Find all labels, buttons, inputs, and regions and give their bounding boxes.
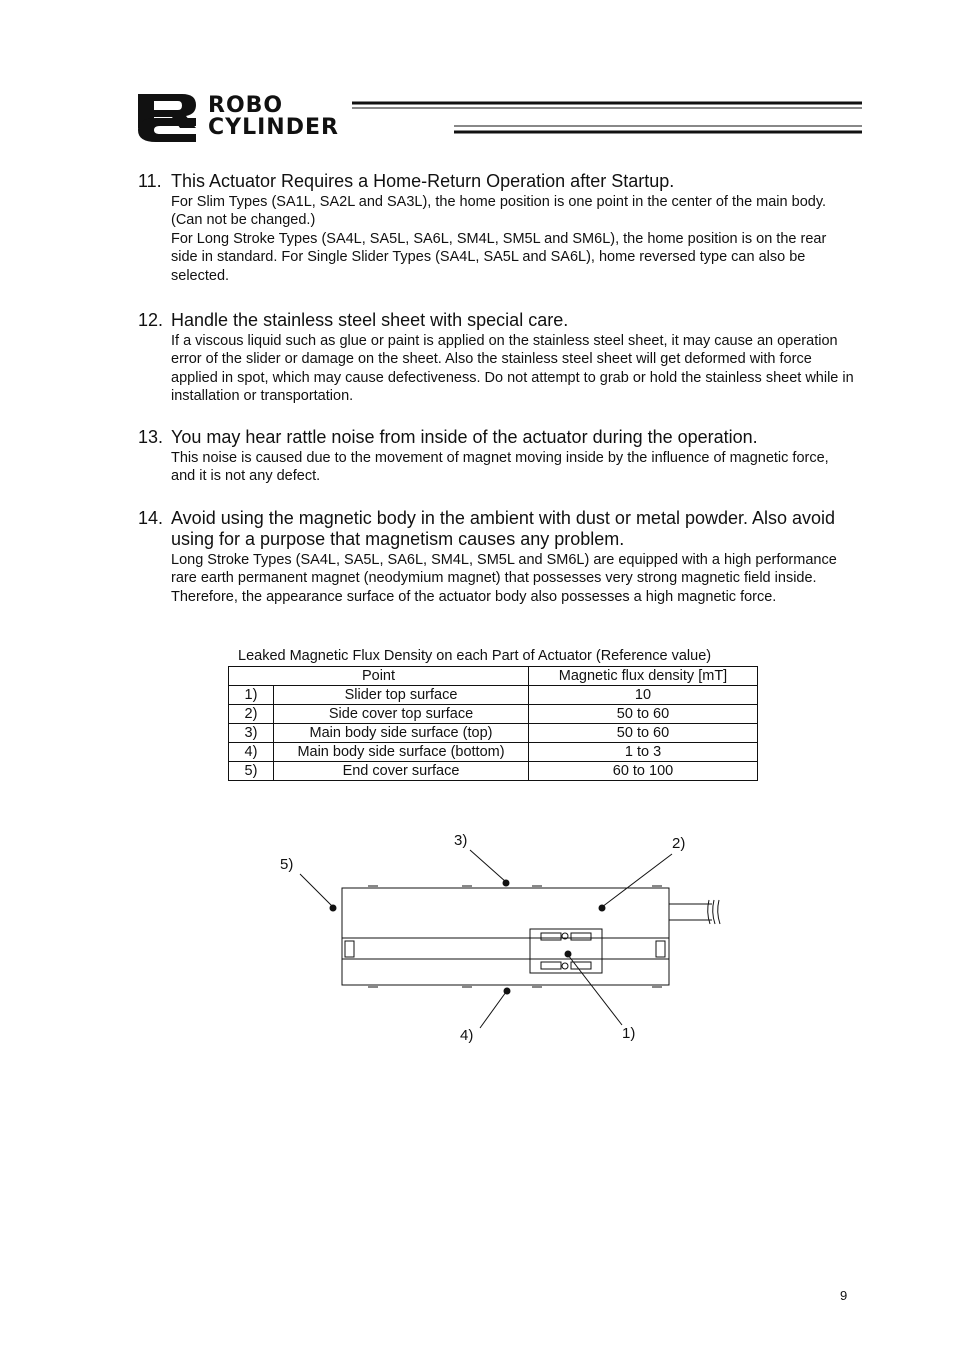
- table-caption: Leaked Magnetic Flux Density on each Part of Actuator (Reference value): [238, 648, 712, 664]
- point-4-marker: [504, 988, 511, 995]
- table-row: [229, 743, 758, 762]
- point-2-marker: [599, 905, 606, 912]
- logo-line2: CYLINDER: [208, 115, 339, 140]
- row-value: 60 to 100: [529, 762, 758, 781]
- row-id: 3): [229, 724, 274, 743]
- section-heading: Handle the stainless steel sheet with special care.: [171, 310, 569, 330]
- table-row: [229, 762, 758, 781]
- section-heading: Avoid using the magnetic body in the ambient with dust or metal powder. Also avoid using for a purpose that magnetism causes any problem.: [171, 508, 836, 549]
- section-14: [138, 508, 854, 606]
- diagram-label-3: 3): [454, 832, 468, 849]
- robo-cylinder-logo: [136, 92, 864, 142]
- row-id: 5): [229, 762, 274, 781]
- table-row: [229, 705, 758, 724]
- section-number: 13.: [138, 427, 164, 447]
- section-paragraph: Long Stroke Types (SA4L, SA5L, SA6L, SM4L, SM5L and SM6L) are equipped with a high performance rare earth permanent magnet (neodymium magnet) that possesses very strong magnetic field inside. Therefore, the appearance surface of the actuator body also possesses a high magnetic force.: [171, 552, 837, 605]
- flux-density-table: [228, 666, 758, 781]
- row-point: Slider top surface: [274, 686, 529, 705]
- row-id: 4): [229, 743, 274, 762]
- table-row: [229, 724, 758, 743]
- actuator-diagram: [260, 820, 740, 1060]
- section-paragraph: For Long Stroke Types (SA4L, SA5L, SA6L, SM4L, SM5L and SM6L), the home position is on the rear side in standard. For Single Slider Types (SA4L, SA5L and SA6L), home reversed type can also be selected.: [171, 230, 827, 284]
- actuator-drawing: [260, 820, 740, 1060]
- diagram-label-2: 2): [672, 835, 686, 852]
- row-value: 50 to 60: [529, 724, 758, 743]
- section-heading: This Actuator Requires a Home-Return Operation after Startup.: [171, 171, 675, 191]
- section-number: 12.: [138, 310, 164, 330]
- section-12: [138, 310, 854, 406]
- section-number: 14.: [138, 508, 164, 528]
- point-5-marker: [330, 905, 337, 912]
- row-value: 1 to 3: [529, 743, 758, 762]
- point-1-marker: [565, 951, 572, 958]
- diagram-label-1: 1): [622, 1025, 636, 1042]
- header-point: Point: [229, 667, 529, 686]
- table-row: [229, 686, 758, 705]
- table-header-row: [229, 667, 758, 686]
- diagram-label-4: 4): [460, 1027, 474, 1044]
- section-paragraph: This noise is caused due to the movement of magnet moving inside by the influence of magnetic force, and it is not any defect.: [171, 450, 829, 485]
- section-paragraph: If a viscous liquid such as glue or paint is applied on the stainless steel sheet, it may cause an operation error of the slider or damage on the sheet. Also the stainless steel sheet will get deformed with force applied in spot, which may cause defectiveness. Do not attempt to grab or hold the stainless sheet while in installation or transportation.: [171, 333, 854, 405]
- section-11: [138, 171, 854, 285]
- section-paragraph: For Slim Types (SA1L, SA2L and SA3L), the home position is one point in the center of the main body.(Can not be changed.): [171, 194, 827, 229]
- page-number: 9: [840, 1288, 848, 1303]
- logo-line1: ROBO: [208, 93, 284, 118]
- row-id: 2): [229, 705, 274, 724]
- row-point: End cover surface: [274, 762, 529, 781]
- section-13: [138, 427, 854, 486]
- row-point: Main body side surface (bottom): [274, 743, 529, 762]
- section-number: 11.: [138, 171, 162, 191]
- point-3-marker: [503, 880, 510, 887]
- row-value: 10: [529, 686, 758, 705]
- row-value: 50 to 60: [529, 705, 758, 724]
- diagram-label-5: 5): [280, 856, 294, 873]
- section-heading: You may hear rattle noise from inside of the actuator during the operation.: [171, 427, 758, 447]
- header-density: Magnetic flux density [mT]: [529, 667, 758, 686]
- row-point: Side cover top surface: [274, 705, 529, 724]
- row-id: 1): [229, 686, 274, 705]
- row-point: Main body side surface (top): [274, 724, 529, 743]
